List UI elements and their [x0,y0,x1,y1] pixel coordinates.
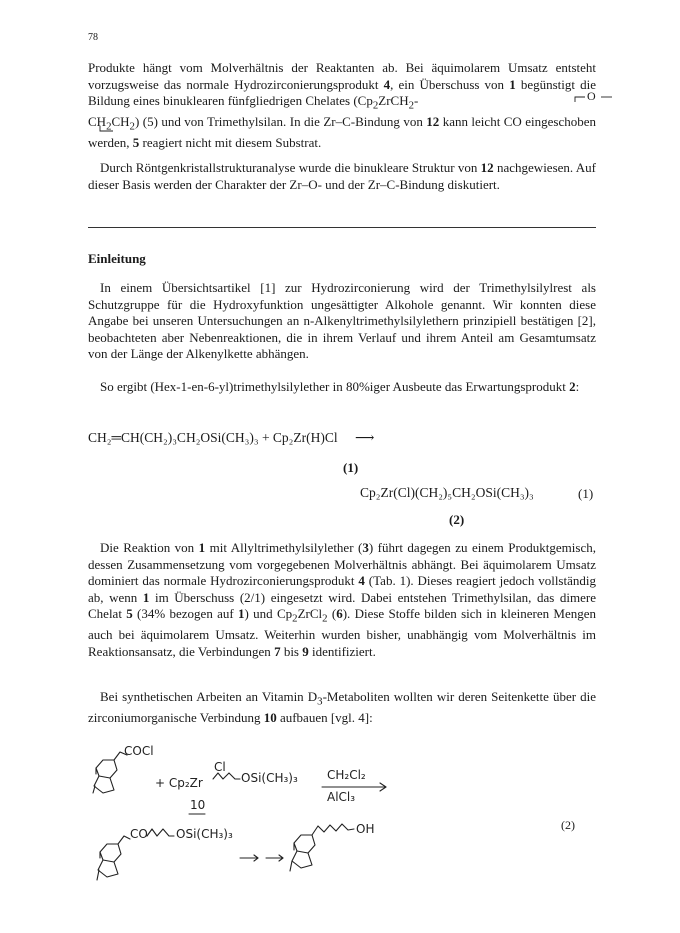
ring-lower-left-2 [100,844,121,862]
solvent-label: CH₂Cl₂ [327,768,366,782]
text: mit Allyltrimethylsilylether ( [205,540,363,555]
final-hydroxyl-label: OH [356,822,375,836]
equation-number-2: (2) [561,818,575,832]
text: (Tab. 1). Dieses reagiert jedoch vollständig ab, wenn [88,573,596,605]
reaction-arrow: ⟶ [355,430,375,445]
compound-ref: 6 [336,606,343,621]
compound-ref: 5 [126,606,133,621]
text: kann leicht CO eingeschoben werden, [88,114,596,151]
text: CH₂═CH(CH₂)₃CH₂OSi(CH₃)₃ + Cp₂Zr(H)Cl [88,430,338,445]
text: ZrCl [297,606,323,621]
abstract-paragraph-1: Produkte hängt vom Molverhältnis der Reaktanten ab. Bei äquimolarem Umsatz entsteht vorzugsweise das normale Hydrozirconierungsprodukt 4, ein Überschuss von 1 begünstigt die Bildung eines binuklearen fünfgliedrigen Chelates ($Cp_2ZrCH_2-$ $CH_2CH_2$) (5) und von Trimethylsilan. In die Zr–C-Bindung von 12 kann leicht CO eingeschoben werden, 5 reagiert nicht mit diesem Substrat. [88,60,597,151]
compound-ref: 10 [263,710,277,726]
text: ). Diese Stoffe bilden sich in kleineren Mengen auch bei äquimolarem Umsatz. Weiterhin wurden bisher, unabhängig vom Molverhältnis im Reaktionsansatz, die Verbindungen [88,606,597,659]
text: ) und Cp [244,606,293,621]
body-paragraph-1: In einem Übersichtsartikel [1] zur Hydrozirconierung wird der Trimethylsilylrest als Schutzgruppe für die Hydroxyfunktion ungesättigter Alkohole genannt. Wir konnten diese Angabe bei unseren Untersuchungen an n-Alkenyltrimethylsilylethern prinzipiell bestätigen [2], beobachteten aber Nebenreaktionen, die in ihrem Verlauf und ihrem Anteil am Gesamtumsatz von der Länge der Alkenylkette abhängen. [88,280,596,361]
text: ) führt dagegen zu einem Produktgemisch, dessen Zusammensetzung vom vorgegebenen Molverhältnis abhängt. Bei äquimolarem Umsatz dominiert das normale Hydrozirconierungsprodukt [88,540,596,588]
text: ZrCH [378,93,409,108]
text: ) (5) und von Trimethylsilan. In die Zr–C-Bindung von [134,114,427,130]
compound-ref: 3 [362,540,369,555]
chelate-oxygen: O [587,89,596,103]
compound-ref: 5 [132,135,140,151]
compound-ref: 4 [383,76,391,92]
page-number: 78 [88,32,98,43]
compound-ref: 1 [238,606,245,621]
compound-ref: 1 [509,76,516,92]
text: bis [280,643,303,659]
text: (34% bezogen auf [132,606,239,621]
compound-ref: 2 [569,379,576,394]
silyl-ether-label: OSi(CH₃)₃ [241,771,298,785]
ring-upper-left [96,760,117,778]
text: , ein Überschuss von [390,76,510,92]
text: im Überschuss (2/1) eingesetzt wird. Dabei entstehen Trimethylsilan, das dimere Chelat [88,589,596,621]
zirconocene-reagent: + Cp₂Zr [155,776,203,790]
text: CH [111,114,130,130]
text: nachgewiesen. Auf dieser Basis werden der Charakter der Zr–O- und der Zr–C-Bindung diskutiert. [88,160,596,192]
ring-final [294,835,315,853]
product-label: (2) [449,512,465,527]
text: Durch Röntgenkristallstrukturanalyse wurde die binukleare Struktur von [100,160,481,175]
compound-ref: 1 [142,589,150,605]
product-carbonyl-label: CO [130,827,148,841]
text: -Metaboliten wollten wir deren Seitenkette über die zirconiumorganische Verbindung [88,689,597,726]
acyl-chloride-label: COCl [124,744,154,758]
ring-lower-left [94,776,114,793]
text: Produkte hängt vom Molverhältnis der Reaktanten ab. Bei äquimolarem Umsatz entsteht vorzugsweise das normale Hydrozirconierungsprodukt [88,60,596,92]
product-silyl-label: OSi(CH₃)₃ [176,827,233,841]
text: : [575,379,580,394]
compound-ref: 12 [480,160,494,175]
body-paragraph-3: Die Reaktion von 1 mit Allyltrimethylsilylether (3) führt dagegen zu einem Produktgemisch, dessen Zusammensetzung vom vorgegebenen Molverhältnis abhängt. Bei äquimolarem Umsatz dominiert das normale Hydrozirconierungsprodukt 4 (Tab. 1). Dieses reagiert jedoch vollständig ab, wenn 1 im Überschuss (2/1) eingesetzt wird. Dabei entstehen Trimethylsilan, das dimere Chelat 5 (34% bezogen auf 1) und $Cp_2ZrCl_2$ (6). Diese Stoffe bilden sich in kleineren Mengen auch bei äquimolarem Umsatz. Weiterhin wurden bisher, unabhängig vom Molverhältnis im Reaktionsansatz, die Verbindungen 7 bis 9 identifiziert. [88,540,597,659]
text: begünstigt die Bildung eines binuklearen fünfgliedrigen Chelates (Cp [88,76,597,108]
reagent-label: (1) [343,460,359,475]
text: aufbauen [vgl. 4]: [276,710,373,726]
text: reagiert nicht mit diesem Substrat. [139,135,322,151]
compound-ref: 1 [198,540,206,555]
compound-ref: 7 [274,643,281,659]
compound-ref: 9 [302,643,309,659]
body-paragraph-4: Bei synthetischen Arbeiten an Vitamin $D_3$-Metaboliten wollten wir deren Seitenkette über die zirconiumorganische Verbindung 10 aufbauen [vgl. 4]: [88,689,597,726]
text: So ergibt (Hex-1-en-6-yl)trimethylsilylether in 80%iger Ausbeute das Erwartungsprodukt [100,379,570,394]
equation-number: (1) [578,486,594,501]
catalyst-label: AlCl₃ [327,790,356,804]
text: Die Reaktion von [100,540,199,555]
text: Bei synthetischen Arbeiten an Vitamin D [100,689,318,704]
section-heading: Einleitung [88,251,146,266]
zr-chloride-label: Cl [214,760,226,774]
text: ( [327,606,337,621]
compound-10-label: 10 [190,798,206,812]
equation-1-product: Cp₂Zr(Cl)(CH₂)₅CH₂OSi(CH₃)₃ [360,485,534,500]
product-chain [147,829,174,836]
compound-ref: 12 [426,114,440,130]
compound-ref: 4 [358,573,365,588]
text: identifiziert. [308,643,376,659]
text: CH [88,114,107,130]
